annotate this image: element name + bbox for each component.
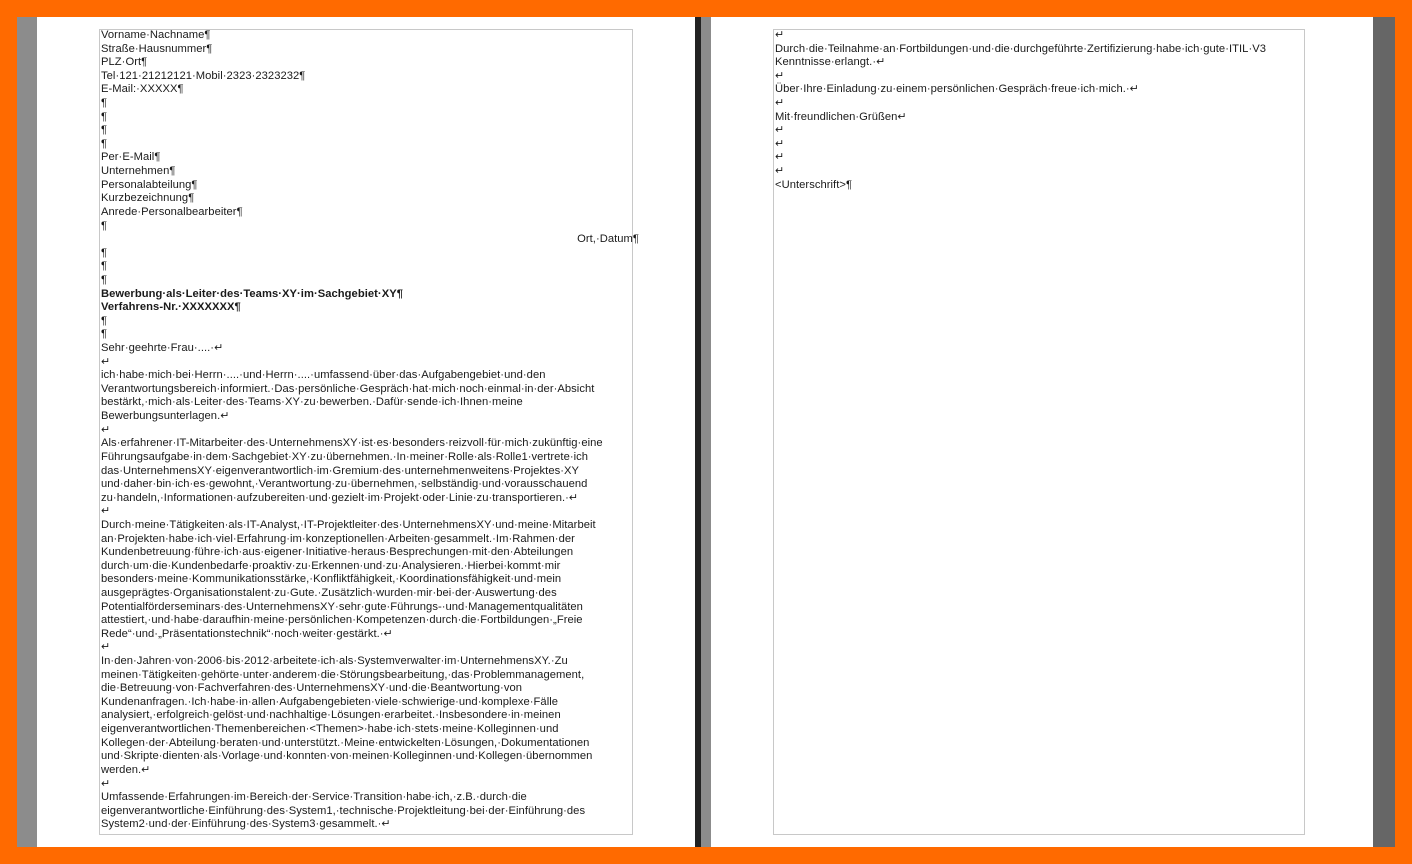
page-2 <box>711 17 1373 847</box>
text-line[interactable]: Kollegen·der·Abteilung·beraten·und·unterstützt.·Meine·entwickelten·Lösungen,·Dokumentationen <box>101 736 590 749</box>
text-line[interactable]: ¶ <box>101 97 108 110</box>
text-line[interactable]: eigenverantwortlichen·Themenbereichen·<Themen>·habe·ich·stets·meine·Kolleginnen·und <box>101 723 559 736</box>
text-line[interactable]: durch·um·die·Kundenbedarfe·proaktiv·zu·Erkennen·und·zu·Analysieren.·Hierbei·kommt·mir <box>101 559 561 572</box>
text-line[interactable]: Umfassende·Erfahrungen·im·Bereich·der·Service·Transition·habe·ich,·z.B.·durch·die <box>101 791 527 804</box>
text-line[interactable]: meinen·Tätigkeiten·gehörte·unter·anderem·die·Störungsbearbeitung,·das·Problemmanagement, <box>101 668 585 681</box>
text-line[interactable]: Kurzbezeichnung¶ <box>101 192 195 205</box>
text-line[interactable]: Als·erfahrener·IT-Mitarbeiter·des·UnternehmensXY·ist·es·besonders·reizvoll·für·mich·zukünftig·eine <box>101 437 603 450</box>
text-line[interactable]: ↵ <box>101 505 111 518</box>
text-line[interactable]: Unternehmen¶ <box>101 165 176 178</box>
text-line[interactable]: das·UnternehmensXY·eigenverantwortlich·im·Gremium·des·unternehmenweitens·Projektes·XY <box>101 464 580 477</box>
text-line[interactable]: Tel·121·21212121·Mobil·2323·2323232¶ <box>101 69 306 82</box>
text-line[interactable]: werden.↵ <box>101 763 151 776</box>
page-1-text[interactable] <box>101 29 639 832</box>
text-line[interactable]: ¶ <box>101 328 108 341</box>
text-line[interactable]: ¶ <box>101 273 108 286</box>
text-line[interactable]: Potentialförderseminars·des·UnternehmensXY·sehr·gute·Führungs-·und·Managementqualitäten <box>101 600 583 613</box>
text-line[interactable]: ↵ <box>101 355 111 368</box>
text-line[interactable]: attestiert,·und·habe·daraufhin·meine·persönlichen·Kompetenzen·durch·die·Fortbildungen·„Freie <box>101 614 583 627</box>
text-line[interactable]: ¶ <box>101 314 108 327</box>
document-viewport <box>17 17 1395 847</box>
text-line[interactable]: ausgeprägtes·Organisationstalent·zu·Gute.·Zusätzlich·wurden·mir·bei·der·Auswertung·des <box>101 586 557 599</box>
text-line[interactable]: ↵ <box>775 69 785 82</box>
text-line[interactable]: ¶ <box>101 110 108 123</box>
text-line[interactable]: Straße·Hausnummer¶ <box>101 42 213 55</box>
text-line[interactable]: Führungsaufgabe·in·dem·Sachgebiet·XY·zu·übernehmen.·In·meiner·Rolle·als·Rolle1·vertrete·ich <box>101 450 589 463</box>
text-line[interactable]: ↵ <box>775 97 785 110</box>
text-line[interactable]: Verantwortungsbereich·informiert.·Das·persönliche·Gespräch·hat·mich·noch·einmal·in·der·Absicht <box>101 382 595 395</box>
text-line[interactable]: und·daher·bin·ich·es·gewohnt,·Verantwortung·zu·übernehmen,·selbständig·und·vorausschauend <box>101 478 588 491</box>
text-line[interactable]: Bewerbungsunterlagen.↵ <box>101 410 230 423</box>
text-line[interactable]: ¶ <box>101 260 108 273</box>
text-line[interactable]: Anrede·Personalbearbeiter¶ <box>101 205 243 218</box>
text-line[interactable]: PLZ·Ort¶ <box>101 56 148 69</box>
text-line[interactable]: besonders·meine·Kommunikationsstärke,·Konfliktfähigkeit,·Koordinationsfähigkeit·und·mein <box>101 573 562 586</box>
text-line[interactable]: ↵ <box>101 423 111 436</box>
text-line[interactable]: Durch·die·Teilnahme·an·Fortbildungen·und·die·durchgeführte·Zertifizierung·habe·ich·gute·ITIL·V3 <box>775 42 1267 55</box>
text-line[interactable]: ↵ <box>101 777 111 790</box>
page-2-text[interactable] <box>775 29 1266 192</box>
text-line[interactable]: ↵ <box>775 151 785 164</box>
page-gutter <box>701 17 711 847</box>
text-line[interactable]: Ort,·Datum¶ <box>577 233 639 246</box>
text-line[interactable]: zu·handeln,·Informationen·aufzubereiten·und·gezielt·im·Projekt·oder·Linie·zu·transportieren.·↵ <box>101 491 579 504</box>
text-line[interactable]: ↵ <box>775 124 785 137</box>
text-line[interactable]: ¶ <box>101 219 108 232</box>
text-line[interactable]: Über·Ihre·Einladung·zu·einem·persönlichen·Gespräch·freue·ich·mich.·↵ <box>775 83 1140 96</box>
text-line[interactable]: System2·und·der·Einführung·des·System3·gesammelt.·↵ <box>101 818 391 831</box>
text-line[interactable]: eigenverantwortliche·Einführung·des·System1,·technische·Projektleitung·bei·der·Einführung·des <box>101 804 586 817</box>
text-line[interactable]: Bewerbung·als·Leiter·des·Teams·XY·im·Sachgebiet·XY¶ <box>101 287 403 300</box>
text-line[interactable]: Durch·meine·Tätigkeiten·als·IT-Analyst,·IT-Projektleiter·des·UnternehmensXY·und·meine·Mitarbeit <box>101 518 596 531</box>
text-line[interactable]: ¶ <box>101 246 108 259</box>
text-line[interactable]: bestärkt,·mich·als·Leiter·des·Teams·XY·zu·bewerben.·Dafür·sende·ich·Ihnen·meine <box>101 396 523 409</box>
text-line[interactable]: ↵ <box>775 29 785 41</box>
text-line[interactable]: an·Projekten·habe·ich·viel·Erfahrung·im·konzeptionellen·Arbeiten·gesammelt.·Im·Rahmen·der <box>101 532 575 545</box>
text-line[interactable]: E-Mail:·XXXXX¶ <box>101 83 184 96</box>
text-line[interactable]: ↵ <box>775 165 785 178</box>
text-line[interactable]: Vorname·Nachname¶ <box>101 29 211 41</box>
text-line[interactable]: ¶ <box>101 124 108 137</box>
text-line[interactable]: Mit·freundlichen·Grüßen↵ <box>775 110 907 123</box>
text-line[interactable]: ↵ <box>101 641 111 654</box>
text-line[interactable]: Rede“·und·„Präsentationstechnik“·noch·weiter·gestärkt.·↵ <box>101 627 393 640</box>
page-1 <box>37 17 695 847</box>
text-line[interactable]: Per·E-Mail¶ <box>101 151 161 164</box>
text-line[interactable]: ¶ <box>101 137 108 150</box>
text-line[interactable]: Kenntnisse·erlangt.·↵ <box>775 56 886 69</box>
text-line[interactable]: Kundenanfragen.·Ich·habe·in·allen·Aufgabengebieten·viele·schwierige·und·komplexe·Fälle <box>101 695 559 708</box>
text-line[interactable]: Sehr·geehrte·Frau·....·↵ <box>101 342 224 355</box>
text-line[interactable]: <Unterschrift>¶ <box>775 178 853 191</box>
text-line[interactable]: In·den·Jahren·von·2006·bis·2012·arbeitete·ich·als·Systemverwalter·im·UnternehmensXY.·Zu <box>101 655 568 668</box>
text-line[interactable]: ich·habe·mich·bei·Herrn·....·und·Herrn·....·umfassend·über·das·Aufgabengebiet·und·den <box>101 369 546 382</box>
text-line[interactable]: analysiert,·erfolgreich·gelöst·und·nachhaltige·Lösungen·erarbeitet.·Insbesondere·in·meinen <box>101 709 561 722</box>
text-line[interactable]: die·Betreuung·von·Fachverfahren·des·UnternehmensXY·und·die·Beantwortung·von <box>101 682 523 695</box>
text-line[interactable]: Verfahrens-Nr.·XXXXXXX¶ <box>101 301 241 314</box>
text-line[interactable]: Personalabteilung¶ <box>101 178 198 191</box>
vertical-scrollbar[interactable] <box>1373 17 1395 847</box>
text-line[interactable]: Kundenbetreuung·führe·ich·aus·eigener·Initiative·heraus·Besprechungen·mit·den·Abteilungen <box>101 546 574 559</box>
text-line[interactable]: und·Skripte·dienten·als·Vorlage·und·konnten·von·meinen·Kolleginnen·und·Kollegen·übernommen <box>101 750 593 763</box>
text-line[interactable]: ↵ <box>775 137 785 150</box>
